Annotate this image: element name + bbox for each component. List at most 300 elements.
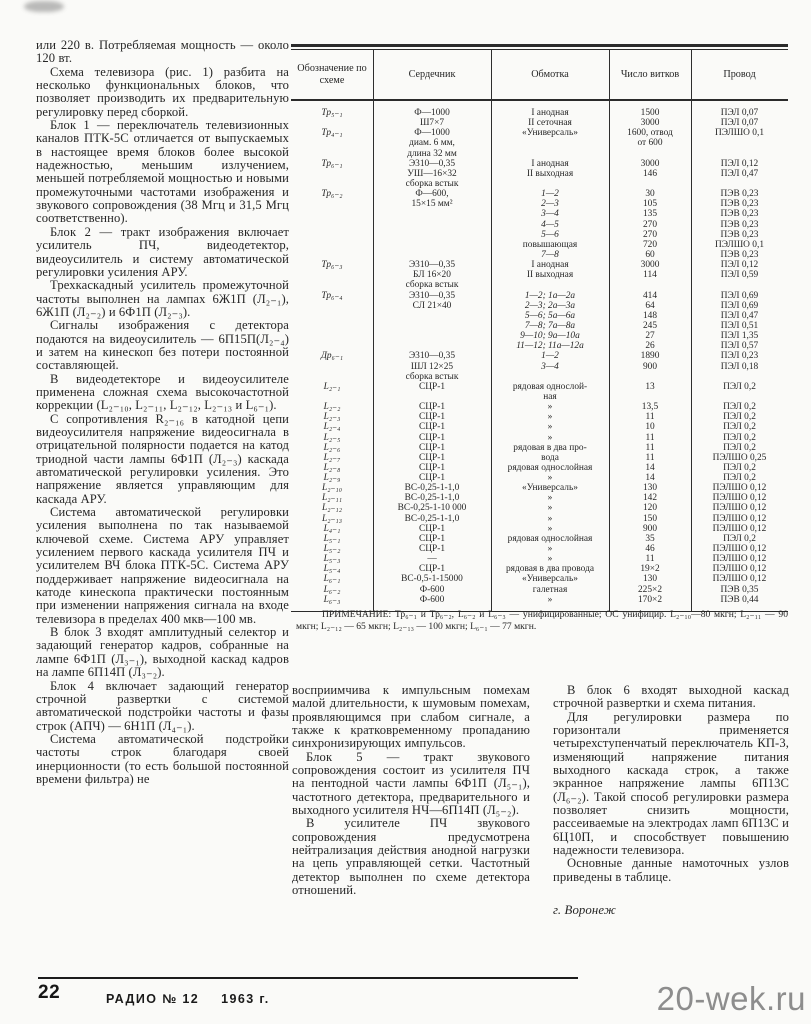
table-cell: L₆₋₂ bbox=[323, 584, 341, 595]
table-cell: 2—3 bbox=[541, 199, 559, 210]
table-cell: ПЭЛШО 0,1 bbox=[714, 239, 765, 250]
table-cell: Э310—0,35 bbox=[408, 260, 456, 271]
table-cell: » bbox=[547, 544, 553, 555]
table-cell: 46 bbox=[645, 544, 655, 555]
table-note: ПРИМЕЧАНИЕ: Тр₆₋₁ и Тр₆₋₂, L₆₋₂ и L₆₋₃ — унифицированные; ОС унифицир. L₂₋₁₀—80 мкгн; L₂₋₁₁ — 90 мкгн; L₂₋₁₂ — 65 мкгн; L₂₋₁₃ — 100 мкгн; L₆₋₁ — 77 мкгн. bbox=[296, 608, 788, 632]
table-cell: L₅₋₁ bbox=[323, 533, 341, 544]
table-cell: L₂₋₂ bbox=[323, 402, 341, 413]
table-cell: 3000 bbox=[640, 158, 660, 169]
table-cell bbox=[609, 372, 691, 382]
table-row bbox=[291, 291, 788, 301]
table-row bbox=[291, 331, 788, 341]
table-cell bbox=[291, 270, 373, 280]
table-cell: 414 bbox=[642, 290, 658, 301]
table-cell: ная bbox=[543, 391, 557, 402]
table-cell: длина 32 мм bbox=[407, 148, 457, 159]
table-cell: 720 bbox=[642, 239, 658, 250]
paragraph: или 220 в. Потребляемая мощность — около 120 вт. bbox=[36, 38, 289, 66]
table-cell bbox=[373, 392, 491, 402]
table-cell bbox=[373, 240, 491, 250]
table-row bbox=[291, 433, 788, 443]
table-row bbox=[291, 443, 788, 453]
table-row bbox=[291, 564, 788, 574]
table-cell: ПЭВ 0,23 bbox=[720, 219, 759, 230]
table-cell: ПЭВ 0,44 bbox=[720, 594, 759, 605]
table-cell: 27 bbox=[645, 331, 655, 342]
winding-data-table bbox=[291, 44, 788, 612]
table-cell: L₂₋₈ bbox=[323, 462, 341, 473]
table-cell: СЦР-1 bbox=[418, 402, 446, 413]
table-cell bbox=[373, 321, 491, 331]
table-cell bbox=[491, 149, 609, 159]
table-cell: вода bbox=[541, 452, 559, 463]
table-cell: 900 bbox=[642, 361, 658, 372]
table-row bbox=[291, 280, 788, 290]
table-cell: 105 bbox=[642, 199, 658, 210]
table-cell: 146 bbox=[642, 168, 658, 179]
table-cell: 130 bbox=[642, 574, 658, 585]
table-column-divider bbox=[373, 50, 374, 611]
table-cell: ПЭВ 0,35 bbox=[720, 584, 759, 595]
table-cell: 5—6; 5а—6а bbox=[524, 310, 576, 321]
table-cell: ПЭЛШО 0,12 bbox=[712, 554, 767, 565]
table-cell: Ш7×7 bbox=[419, 118, 445, 129]
table-cell: Тр₆₋₂ bbox=[321, 189, 343, 200]
table-cell: I анодная bbox=[531, 158, 569, 169]
table-cell bbox=[691, 372, 788, 382]
table-row bbox=[291, 311, 788, 321]
table-row bbox=[291, 199, 788, 209]
table-row bbox=[291, 149, 788, 159]
paragraph: С сопротивления R₂₋₁₆ в катодной цепи видеоусилителя напряжение видеосигнала в отрицательной полярности подается на катод триодной части лампы 6Ф1П (Л₂₋₃) каскада автоматической регулировки усиления. Это напряжение является управляющим для каскада АРУ. bbox=[36, 411, 289, 506]
table-cell bbox=[491, 179, 609, 189]
table-cell: 150 bbox=[642, 513, 658, 524]
table-row bbox=[291, 270, 788, 280]
paragraph: Схема телевизора (рис. 1) разбита на несколько функциональных блоков, что позволяет производить их предварительную регулировку перед сборкой. bbox=[36, 64, 289, 119]
table-cell: 2—3; 2а—3а bbox=[524, 300, 576, 311]
table-cell: » bbox=[547, 493, 553, 504]
table-cell: СЦР-1 bbox=[418, 523, 446, 534]
table-cell: рядовая однослойная bbox=[507, 462, 593, 473]
paragraph: Для регулировки размера по горизонтали применяется четырехступенчатый переключатель КП-3, изменяющий напряжение питания выходного каскада строк, а также экранное напряжение лампы 6П13С (Л₆₋₂). Такой способ регулировки размера позволяет снизить мощности, рассеиваемые на электродах ламп 6П13С и 6Ц10П, и способствует повышению надежности телевизора. bbox=[553, 709, 789, 858]
paragraph: Система автоматической регулировки усиления выполнена по так называемой ключевой схеме. Система АРУ управляет усилением первого каскада усилителя ПЧ и усилителем ВЧ блока ПТК-5С. Система АРУ поддерживает напряжение видеосигнала на катоде кинескопа практически постоянным при изменении напряжения сигнала на входе телевизора в пределах 400 мкв—100 мв. bbox=[36, 505, 289, 626]
table-cell: ПЭЛШО 0,1 bbox=[714, 128, 765, 139]
table-cell: ШЛ 12×25 bbox=[410, 361, 454, 372]
table-cell: 900 bbox=[642, 523, 658, 534]
table-cell: сборка встык bbox=[405, 178, 459, 189]
table-cell: » bbox=[547, 554, 553, 565]
table-cell: «Универсаль» bbox=[522, 574, 578, 585]
table-cell: 7—8 bbox=[541, 249, 559, 260]
table-row bbox=[291, 554, 788, 564]
table-cell: ПЭЛШО 0,12 bbox=[712, 544, 767, 555]
table-cell: 114 bbox=[643, 270, 657, 281]
table-row bbox=[291, 321, 788, 331]
table-cell: » bbox=[547, 412, 553, 423]
table-cell bbox=[291, 118, 373, 128]
paragraph: Сигналы изображения с детектора подаются на видеоусилитель — 6П15П(Л₂₋₄) и затем на кинескоп без потери постоянной составляющей. bbox=[36, 318, 289, 373]
paragraph: Блок 5 — тракт звукового сопровождения состоит из усилителя ПЧ на пентодной части лампы 6Ф1П (Л₅₋₁), частотного детектора, предварительного и выходного усилителя НЧ—6П14П (Л₅₋₂). bbox=[292, 749, 530, 818]
table-cell: ПЭЛ 0,2 bbox=[723, 533, 756, 544]
table-cell bbox=[291, 372, 373, 382]
table-row bbox=[291, 585, 788, 595]
table-cell bbox=[491, 372, 609, 382]
table-cell: СЦР-1 bbox=[418, 381, 446, 392]
table-cell bbox=[373, 230, 491, 240]
table-cell: — bbox=[427, 554, 437, 565]
paragraph: Блок 4 включает задающий генератор строчной развертки с системой автоматической подстройки частоты и фазы строк (АПЧ) — 6Н1П (Л₄₋₁). bbox=[36, 678, 289, 733]
table-cell: ПЭЛ 0,07 bbox=[720, 118, 759, 129]
table-row bbox=[291, 209, 788, 219]
journal-title: РАДИО № 12 bbox=[106, 992, 200, 1006]
table-cell: 1—2 bbox=[541, 351, 559, 362]
table-cell: 3000 bbox=[640, 260, 660, 271]
table-cell: » bbox=[547, 473, 553, 484]
table-row bbox=[291, 372, 788, 382]
table-cell: ПЭЛ 0,07 bbox=[720, 108, 759, 118]
table-inner bbox=[291, 50, 788, 612]
table-cell: » bbox=[547, 432, 553, 443]
table-cell: ПЭЛ 0,2 bbox=[723, 412, 756, 423]
table-cell: 142 bbox=[642, 493, 658, 504]
table-cell: 1—2 bbox=[541, 189, 559, 200]
table-cell: » bbox=[547, 513, 553, 524]
table-cell: » bbox=[547, 594, 553, 605]
table-cell: 245 bbox=[642, 320, 658, 331]
table-cell: ПЭЛ 0,2 bbox=[723, 473, 756, 484]
table-cell: Тр₆₋₄ bbox=[321, 290, 343, 301]
table-row bbox=[291, 534, 788, 544]
table-row bbox=[291, 503, 788, 513]
table-cell: L₂₋₁₁ bbox=[322, 493, 342, 504]
table-cell: 11 bbox=[645, 412, 655, 423]
paragraph: Блок 1 — переключатель телевизионных каналов ПТК-5С отличается от выпускаемых в настоящее время блоков более высокой надежностью, меньшим излучением, меньшей потребляемой мощностью и новыми промежуточными частотами изображения и звукового сопровождения (38 Мгц и 31,5 Мгц соответственно). bbox=[36, 118, 289, 226]
left-text-column bbox=[36, 39, 289, 786]
table-cell: L₂₋₄ bbox=[323, 422, 341, 433]
table-cell: 120 bbox=[642, 503, 658, 514]
table-column-divider bbox=[491, 50, 492, 611]
table-cell: ВС-0,25-1-1,0 bbox=[404, 513, 460, 524]
table-cell bbox=[291, 341, 373, 351]
table-cell: 148 bbox=[642, 310, 658, 321]
table-cell: 5—6 bbox=[541, 229, 559, 240]
middle-text-column bbox=[292, 684, 530, 898]
journal-imprint bbox=[106, 992, 270, 1006]
table-row bbox=[291, 493, 788, 503]
table-cell: ПЭЛ 0,2 bbox=[723, 422, 756, 433]
table-row bbox=[291, 230, 788, 240]
table-column-divider bbox=[609, 50, 610, 611]
table-cell: 170×2 bbox=[637, 594, 663, 605]
table-row bbox=[291, 412, 788, 422]
table-cell: 11 bbox=[645, 432, 655, 443]
table-cell: 4—5 bbox=[541, 219, 559, 230]
table-cell bbox=[291, 301, 373, 311]
table-cell: ПЭВ 0,23 bbox=[720, 189, 759, 200]
table-row bbox=[291, 463, 788, 473]
table-cell: Э310—0,35 bbox=[408, 158, 456, 169]
table-header-cell: Число витков bbox=[620, 68, 680, 80]
table-cell bbox=[291, 230, 373, 240]
table-cell bbox=[291, 169, 373, 179]
table-cell: СЦР-1 bbox=[418, 473, 446, 484]
table-cell: L₂₋₁₀ bbox=[322, 483, 342, 494]
table-header-cell: Провод bbox=[723, 68, 756, 80]
paragraph: В видеодетекторе и видеоусилителе применена сложная схема высокочастотной коррекции (L₂₋₁₀, L₂₋₁₁, L₂₋₁₂, L₂₋₁₃ и L₆₋₁). bbox=[36, 371, 289, 413]
table-cell: ПЭЛ 1,35 bbox=[720, 331, 759, 342]
table-cell bbox=[609, 179, 691, 189]
table-cell: ПЭЛ 0,2 bbox=[723, 402, 756, 413]
table-cell: II сеточная bbox=[528, 118, 572, 129]
paragraph: восприимчива к импульсным помехам малой длительности, к шумовым помехам, проявляющимся при слабом сигнале, а также к кратковременному пропаданию синхронизирующих импульсов. bbox=[292, 683, 530, 751]
table-cell: ПЭЛ 0,47 bbox=[720, 168, 759, 179]
table-body bbox=[291, 101, 788, 611]
table-cell: 130 bbox=[642, 483, 658, 494]
table-cell: I анодная bbox=[531, 260, 569, 271]
table-row bbox=[291, 220, 788, 230]
table-cell: 11 bbox=[645, 554, 655, 565]
table-row bbox=[291, 382, 788, 392]
table-cell: ВС-0,25-1-1,0 bbox=[404, 493, 460, 504]
table-cell: Э310—0,35 bbox=[408, 290, 456, 301]
table-cell: 30 bbox=[645, 189, 655, 200]
paragraph: Система автоматической подстройки частоты строк благодаря своей инерционности (то есть большой постоянной времени фильтра) не bbox=[36, 731, 289, 786]
table-cell bbox=[691, 392, 788, 402]
table-cell: ПЭЛШО 0,25 bbox=[712, 452, 767, 463]
table-cell: ПЭЛШО 0,12 bbox=[712, 574, 767, 585]
table-cell: 7—8; 7а—8а bbox=[524, 320, 576, 331]
table-cell: L₅₋₂ bbox=[323, 544, 341, 555]
table-cell: УШ—16×32 bbox=[407, 168, 457, 179]
table-cell: рядовая однослойная bbox=[507, 533, 593, 544]
watermark-text: 20-wek.ru bbox=[656, 980, 806, 1017]
table-header-cell: Сердечник bbox=[408, 68, 456, 80]
table-cell bbox=[373, 341, 491, 351]
table-cell: Ф-600 bbox=[419, 584, 445, 595]
table-cell bbox=[491, 280, 609, 290]
table-row bbox=[291, 473, 788, 483]
table-cell: ПЭЛ 0,59 bbox=[720, 270, 759, 281]
table-row bbox=[291, 138, 788, 148]
table-cell: 1—2; 1а—2а bbox=[524, 290, 576, 301]
table-cell: L₅₋₃ bbox=[323, 554, 341, 565]
table-cell bbox=[373, 331, 491, 341]
table-cell: 14 bbox=[645, 473, 655, 484]
table-cell: 270 bbox=[642, 229, 658, 240]
table-cell bbox=[291, 321, 373, 331]
table-row bbox=[291, 574, 788, 584]
table-cell: L₄₋₁ bbox=[323, 523, 341, 534]
table-cell: ПЭЛШО 0,12 bbox=[712, 523, 767, 534]
table-row bbox=[291, 341, 788, 351]
table-cell bbox=[291, 199, 373, 209]
table-cell: 11—12; 11а—12а bbox=[516, 341, 584, 352]
table-row bbox=[291, 392, 788, 402]
table-cell: 1500 bbox=[640, 108, 660, 118]
table-cell bbox=[691, 138, 788, 148]
table-cell: 135 bbox=[642, 209, 658, 220]
table-cell: 15×15 мм² bbox=[411, 199, 453, 210]
table-cell: L₂₋₉ bbox=[323, 473, 341, 484]
table-cell: L₆₋₃ bbox=[323, 594, 341, 605]
table-cell: СЦР-1 bbox=[418, 564, 446, 575]
table-cell bbox=[691, 280, 788, 290]
table-cell bbox=[291, 331, 373, 341]
table-cell: L₆₋₁ bbox=[323, 574, 341, 585]
table-cell: СЦР-1 bbox=[418, 452, 446, 463]
table-cell: 11 bbox=[645, 452, 655, 463]
table-cell bbox=[373, 311, 491, 321]
paragraph: Трехкаскадный усилитель промежуточной частоты выполнен на лампах 6Ж1П (Л₂₋₁), 6Ж1П (Л₂₋₂) и 6Ф1П (Л₂₋₃). bbox=[36, 278, 289, 319]
table-cell: сборка встык bbox=[405, 371, 459, 382]
table-cell: ПЭЛ 0,2 bbox=[723, 381, 756, 392]
table-cell: 14 bbox=[645, 462, 655, 473]
table-cell: » bbox=[547, 503, 553, 514]
paragraph: Основные данные намоточных узлов приведены в таблице. bbox=[553, 856, 789, 884]
right-text-column bbox=[553, 684, 789, 930]
table-cell: Ф—600, bbox=[415, 189, 449, 200]
table-row bbox=[291, 118, 788, 128]
table-row bbox=[291, 159, 788, 169]
footer-rule bbox=[38, 977, 578, 979]
table-cell: ПЭЛ 0,69 bbox=[720, 290, 759, 301]
table-cell: 19×2 bbox=[640, 564, 660, 575]
table-cell: «Универсаль» bbox=[522, 483, 578, 494]
table-cell: L₂₋₆ bbox=[323, 442, 341, 453]
table-cell: ПЭЛШО 0,12 bbox=[712, 503, 767, 514]
table-cell bbox=[291, 311, 373, 321]
table-cell: L₂₋₁₂ bbox=[322, 503, 342, 514]
table-cell bbox=[691, 179, 788, 189]
table-cell: СЦР-1 bbox=[418, 412, 446, 423]
table-cell bbox=[491, 138, 609, 148]
scan-smudge bbox=[24, 1, 64, 12]
table-cell: L₂₋₁₃ bbox=[322, 513, 342, 524]
table-cell: ВС-0,5-1-15000 bbox=[401, 574, 463, 585]
table-cell bbox=[291, 250, 373, 260]
table-cell: ПЭЛ 0,2 bbox=[723, 432, 756, 443]
table-cell bbox=[291, 280, 373, 290]
table-cell: Тр₅₋₁ bbox=[321, 108, 343, 118]
table-cell bbox=[373, 250, 491, 260]
table-cell: диам. 6 мм, bbox=[409, 138, 455, 149]
table-cell: СЦР-1 bbox=[418, 432, 446, 443]
table-cell: 10 bbox=[645, 422, 655, 433]
table-row bbox=[291, 514, 788, 524]
table-cell: рядовая в два провода bbox=[505, 564, 595, 575]
table-row bbox=[291, 108, 788, 118]
table-cell bbox=[291, 220, 373, 230]
author-city-signature: г. Воронеж bbox=[553, 903, 616, 918]
table-cell: повышающая bbox=[522, 239, 578, 250]
paragraph: В усилителе ПЧ звукового сопровождения предусмотрена нейтрализация действия анодной нагрузки на цепь управляющей сетки. Частотный детектор выполнен по схеме детектора отношений. bbox=[292, 816, 530, 898]
table-cell: ПЭЛШО 0,12 bbox=[712, 493, 767, 504]
table-cell: ПЭЛ 0,51 bbox=[720, 320, 759, 331]
table-row bbox=[291, 240, 788, 250]
table-cell: 26 bbox=[645, 341, 655, 352]
table-cell: СЦР-1 bbox=[418, 462, 446, 473]
table-row bbox=[291, 422, 788, 432]
table-row bbox=[291, 260, 788, 270]
table-cell: 35 bbox=[645, 533, 655, 544]
table-cell: II выходная bbox=[526, 270, 574, 281]
table-cell: «Универсаль» bbox=[522, 128, 578, 139]
table-cell: ПЭЛШО 0,12 bbox=[712, 483, 767, 494]
table-cell bbox=[609, 280, 691, 290]
table-cell: » bbox=[547, 402, 553, 413]
table-cell: Тр₆₋₁ bbox=[321, 158, 343, 169]
table-cell: ПЭЛ 0,2 bbox=[723, 462, 756, 473]
table-cell: L₂₋₅ bbox=[323, 432, 341, 443]
table-cell bbox=[291, 392, 373, 402]
table-cell bbox=[373, 209, 491, 219]
journal-year: 1963 г. bbox=[221, 992, 270, 1006]
table-cell: от 600 bbox=[637, 138, 663, 149]
table-cell: ВС-0,25-1-1,0 bbox=[404, 483, 460, 494]
table-cell: 270 bbox=[642, 219, 658, 230]
table-cell: ПЭЛ 0,2 bbox=[723, 442, 756, 453]
table-cell bbox=[609, 392, 691, 402]
table-cell: рядовая в два про- bbox=[513, 442, 587, 453]
table-header-cell: Обмотка bbox=[531, 68, 569, 80]
table-cell: Тр₆₋₃ bbox=[321, 260, 343, 271]
table-cell: ПЭЛ 0,18 bbox=[720, 361, 759, 372]
table-cell: L₅₋₄ bbox=[323, 564, 341, 575]
table-cell: ПЭВ 0,23 bbox=[720, 199, 759, 210]
table-cell bbox=[291, 362, 373, 372]
table-header-cell: Обозначение по схеме bbox=[297, 62, 367, 86]
table-cell: L₂₋₇ bbox=[323, 452, 341, 463]
table-cell: СЦР-1 bbox=[418, 422, 446, 433]
table-cell: галетная bbox=[532, 584, 568, 595]
table-row bbox=[291, 250, 788, 260]
paragraph: В блок 6 входят выходной каскад строчной развертки и схема питания. bbox=[553, 683, 789, 711]
table-cell: Э310—0,35 bbox=[408, 351, 456, 362]
table-cell: ПЭЛ 0,12 bbox=[720, 260, 759, 271]
table-row bbox=[291, 544, 788, 554]
table-cell: 1890 bbox=[640, 351, 660, 362]
table-cell: ПЭВ 0,23 bbox=[720, 249, 759, 260]
table-cell: ПЭЛШО 0,12 bbox=[712, 564, 767, 575]
table-cell: СЦР-1 bbox=[418, 544, 446, 555]
table-cell: Тр₄₋₁ bbox=[321, 128, 343, 139]
table-cell bbox=[291, 209, 373, 219]
table-cell bbox=[691, 149, 788, 159]
table-cell: 1600, отвод bbox=[627, 128, 673, 139]
table-cell: СЦР-1 bbox=[418, 442, 446, 453]
table-row bbox=[291, 179, 788, 189]
table-row bbox=[291, 362, 788, 372]
table-cell: СЦР-1 bbox=[418, 533, 446, 544]
table-cell bbox=[291, 240, 373, 250]
table-header-row bbox=[291, 50, 788, 101]
table-cell: Ф—1000 bbox=[414, 108, 450, 118]
table-cell: ВС-0,25-1-10 000 bbox=[397, 503, 467, 514]
table-cell: Ф-600 bbox=[419, 594, 445, 605]
table-cell: I анодная bbox=[531, 108, 569, 118]
table-row bbox=[291, 453, 788, 463]
table-row bbox=[291, 128, 788, 138]
table-cell: 13 bbox=[645, 381, 655, 392]
table-cell: 225×2 bbox=[637, 584, 663, 595]
table-cell: ПЭЛШО 0,12 bbox=[712, 513, 767, 524]
table-cell bbox=[291, 179, 373, 189]
table-row bbox=[291, 189, 788, 199]
table-cell bbox=[609, 149, 691, 159]
table-cell: ПЭЛ 0,69 bbox=[720, 300, 759, 311]
table-cell: ПЭВ 0,23 bbox=[720, 229, 759, 240]
table-cell: ПЭЛ 0,12 bbox=[720, 158, 759, 169]
